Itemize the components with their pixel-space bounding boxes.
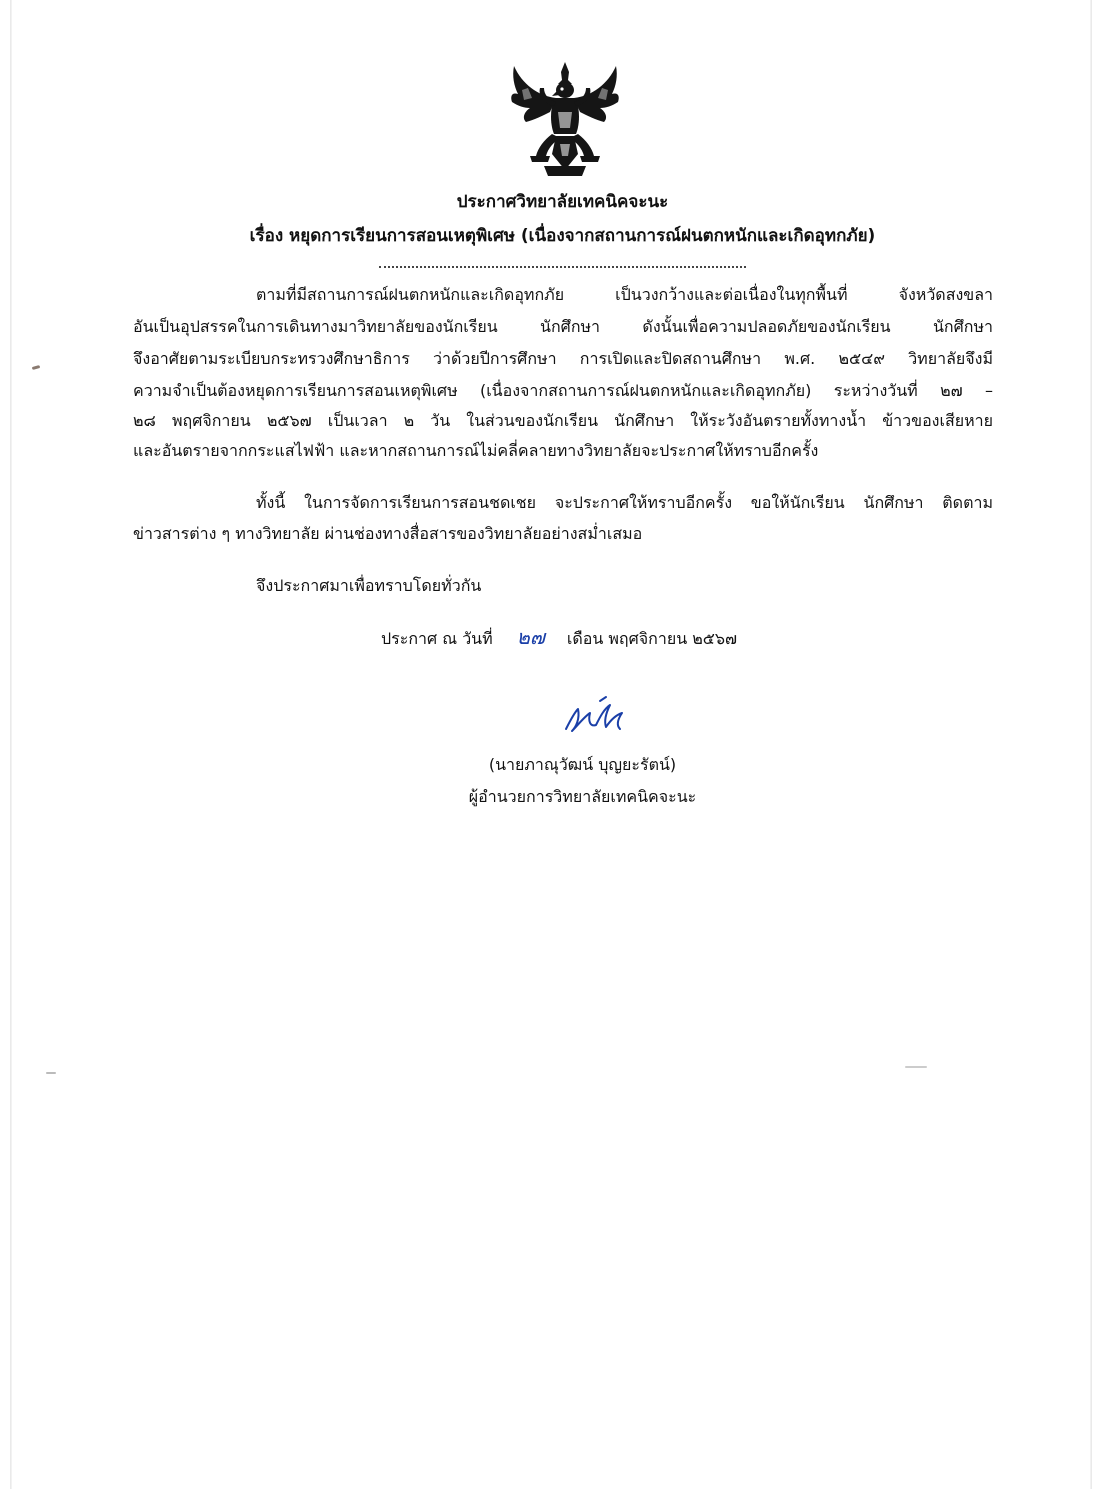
paragraph-line: จึงอาศัยตามระเบียบกระทรวงศึกษาธิการ ว่าด้วยปีการศึกษา การเปิดและปิดสถานศึกษา พ.ศ. ๒๕๔๙ วิทยาลัยจึงมี — [133, 349, 993, 368]
date-month-year: เดือน พฤศจิกายน ๒๕๖๗ — [566, 629, 738, 648]
paragraph-line: ความจำเป็นต้องหยุดการเรียนการสอนเหตุพิเศษ (เนื่องจากสถานการณ์ฝนตกหนักและเกิดอุทกภัย) ระหว่างวันที่ ๒๗ – — [133, 381, 993, 400]
signatory-name: (นายภาณุวัฒน์ บุญยะรัตน์) — [488, 755, 677, 774]
paragraph-line: ตามที่มีสถานการณ์ฝนตกหนักและเกิดอุทกภัย เป็นวงกว้างและต่อเนื่องในทุกพื้นที่ จังหวัดสงขลา — [256, 285, 993, 304]
scan-speck — [905, 1066, 927, 1068]
signature-icon — [560, 695, 630, 737]
scan-speck — [32, 365, 41, 370]
paragraph-line: ข่าวสารต่าง ๆ ทางวิทยาลัย ผ่านช่องทางสื่อสารของวิทยาลัยอย่างสม่ำเสมอ — [133, 524, 643, 543]
closing-statement: จึงประกาศมาเพื่อทราบโดยทั่วกัน — [256, 576, 482, 595]
document-subject: เรื่อง หยุดการเรียนการสอนเหตุพิเศษ (เนื่องจากสถานการณ์ฝนตกหนักและเกิดอุทกภัย) — [249, 226, 876, 246]
paragraph-line: ๒๘ พฤศจิกายน ๒๕๖๗ เป็นเวลา ๒ วัน ในส่วนของนักเรียน นักศึกษา ให้ระวังอันตรายทั้งทางน้ำ ข้าวของเสียหาย — [133, 411, 993, 430]
dotted-divider — [379, 266, 746, 268]
announcement-date — [381, 624, 737, 652]
scan-speck — [46, 1072, 56, 1074]
signatory-position: ผู้อำนวยการวิทยาลัยเทคนิคจะนะ — [468, 787, 697, 806]
paragraph-line: ทั้งนี้ ในการจัดการเรียนการสอนชดเชย จะประกาศให้ทราบอีกครั้ง ขอให้นักเรียน นักศึกษา ติดตาม — [256, 493, 993, 512]
date-prefix: ประกาศ ณ วันที่ — [381, 629, 493, 648]
garuda-emblem-icon — [508, 62, 622, 178]
paragraph-line: อันเป็นอุปสรรคในการเดินทางมาวิทยาลัยของนักเรียน นักศึกษา ดังนั้นเพื่อความปลอดภัยของนักเรียน นักศึกษา — [133, 317, 993, 336]
document-title: ประกาศวิทยาลัยเทคนิคจะนะ — [456, 192, 669, 212]
date-day-handwritten: ๒๗ — [516, 625, 545, 649]
paragraph-line: และอันตรายจากกระแสไฟฟ้า และหากสถานการณ์ไม่คลี่คลายทางวิทยาลัยจะประกาศให้ทราบอีกครั้ง — [133, 441, 819, 460]
